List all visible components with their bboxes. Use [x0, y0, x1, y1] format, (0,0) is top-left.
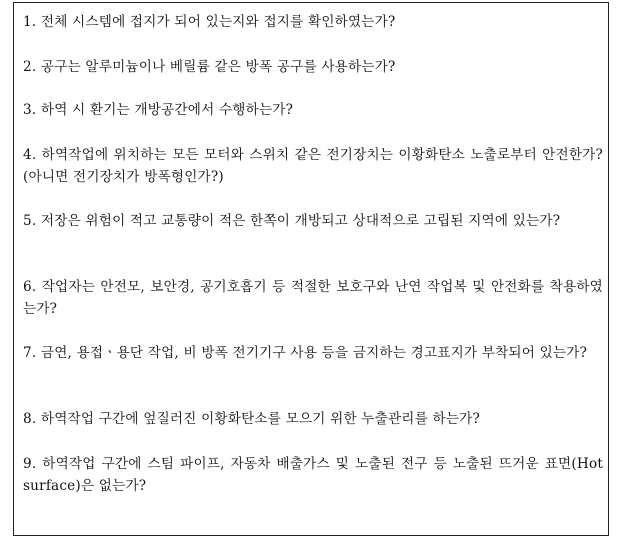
checklist-item-5: 5. 저장은 위험이 적고 교통량이 적은 한쪽이 개방되고 상대적으로 고립된 지역에 있는가? — [23, 213, 561, 229]
checklist-item-4: 4. 하역작업에 위치하는 모든 모터와 스위치 같은 전기장치는 이황화탄소 노출로부터 안전한가? (아니면 전기장치가 방폭형인가?) — [23, 147, 603, 185]
checklist-item-1: 1. 전체 시스템에 접지가 되어 있는지와 접지를 확인하였는가? — [23, 14, 396, 30]
checklist-item-3: 3. 하역 시 환기는 개방공간에서 수행하는가? — [23, 102, 294, 118]
checklist-item-8: 8. 하역작업 구간에 엎질러진 이황화탄소를 모으기 위한 누출관리를 하는가? — [23, 411, 480, 427]
checklist-item-2: 2. 공구는 알루미늄이나 베릴륨 같은 방폭 공구를 사용하는가? — [23, 59, 396, 75]
checklist-item-7: 7. 금연, 용접ㆍ용단 작업, 비 방폭 전기기구 사용 등을 금지하는 경고표지가 부착되어 있는가? — [23, 345, 588, 361]
checklist-item-6: 6. 작업자는 안전모, 보안경, 공기호흡기 등 적절한 보호구와 난연 작업복 및 안전화를 착용하였는가? — [23, 279, 603, 317]
checklist-box — [13, 2, 609, 536]
checklist-item-9: 9. 하역작업 구간에 스팀 파이프, 자동차 배출가스 및 노출된 전구 등 노출된 뜨거운 표면(Hot surface)은 없는가? — [23, 456, 603, 494]
